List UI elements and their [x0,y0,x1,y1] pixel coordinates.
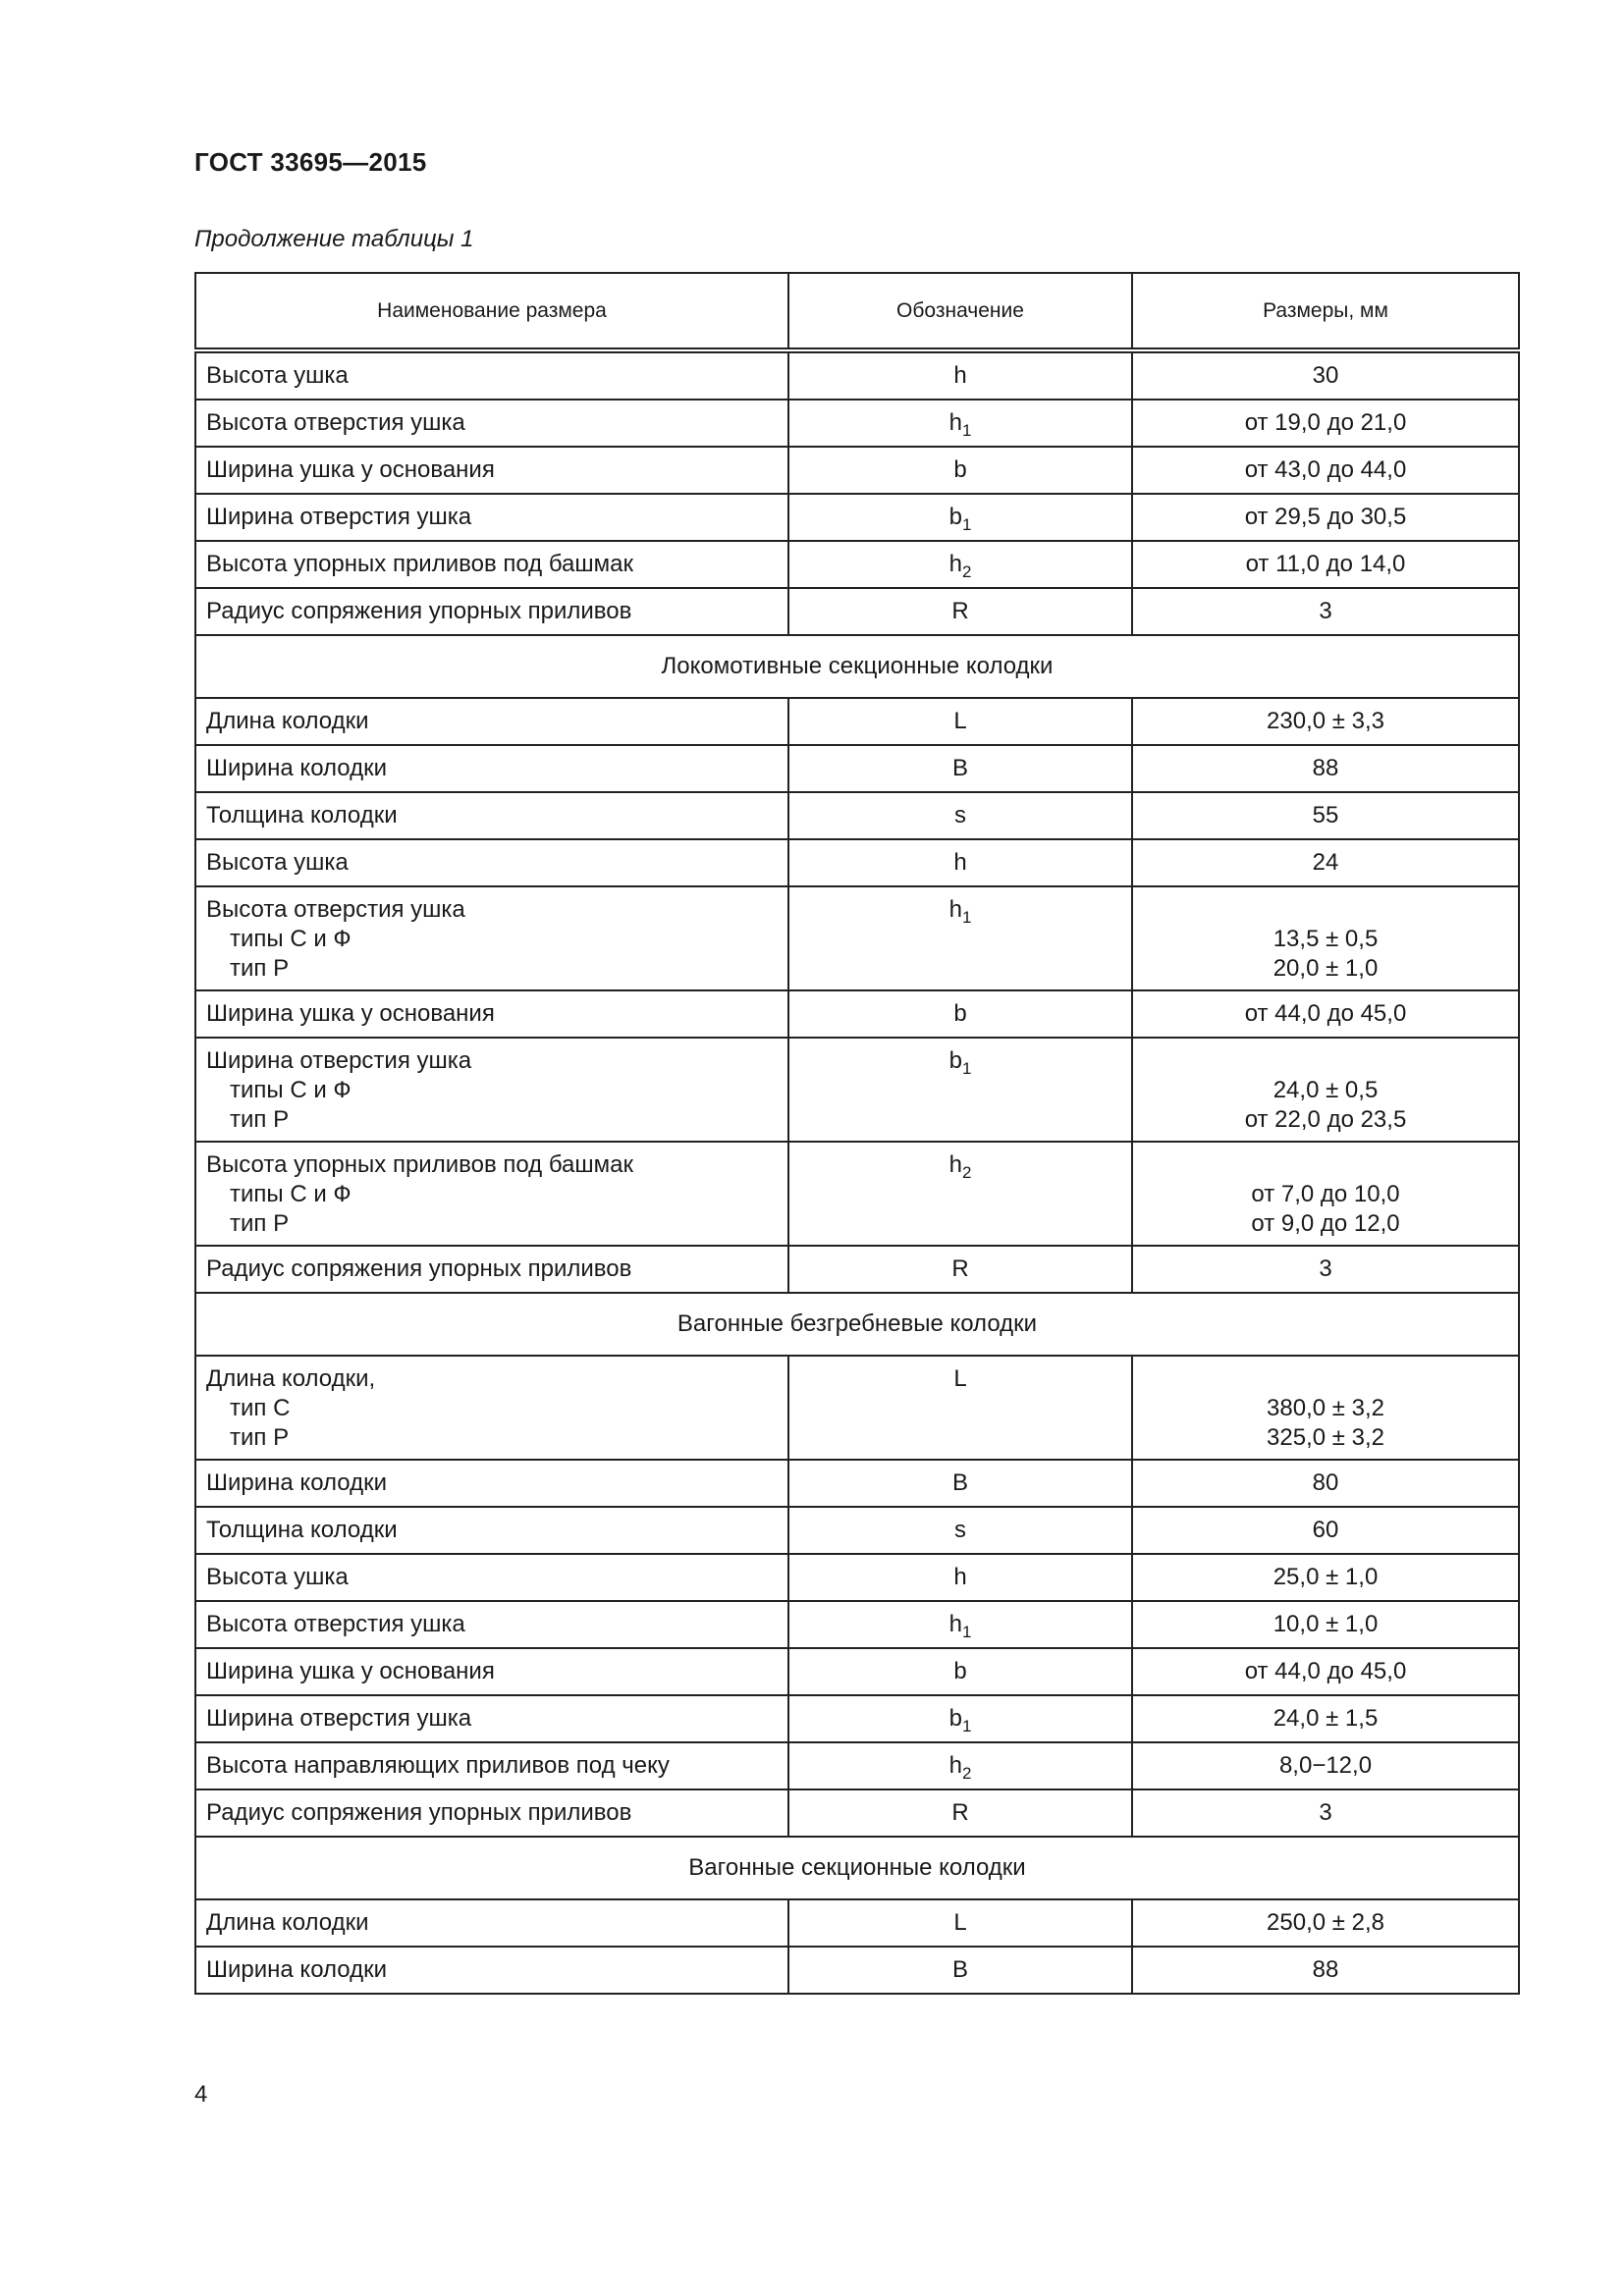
size-value: 25,0 ± 1,0 [1272,1564,1379,1590]
size-value-cell [1132,792,1519,839]
symbol-cell [788,745,1132,792]
table-row [195,400,1519,447]
column-header-symbol: Обозначение [788,273,1132,350]
symbol-cell [788,792,1132,839]
symbol: h [953,362,967,389]
dimension-variant: типы С и Ф [230,1181,352,1207]
symbol-subscript: 2 [961,562,972,581]
size-value-cell [1132,1601,1519,1648]
symbol: s [954,802,966,828]
dimension-name-cell [195,886,788,990]
table-row [195,1648,1519,1695]
size-value: от 44,0 до 45,0 [1244,1658,1407,1684]
symbol-subscript: 1 [961,1059,972,1078]
size-value-cell [1132,1899,1519,1947]
dimension-name: Длина колодки [206,1909,369,1936]
symbol-cell [788,447,1132,494]
size-value: 24,0 ± 0,5 [1272,1077,1379,1103]
symbol: h [948,551,962,577]
dimension-name: Ширина колодки [206,1469,388,1496]
size-value: 88 [1312,1956,1339,1983]
symbol-subscript: 1 [961,908,972,927]
symbol-cell [788,1789,1132,1837]
dimension-name: Ширина отверстия ушка [206,504,472,530]
dimension-name-cell [195,698,788,745]
section-header-row [195,635,1519,698]
table-row [195,1356,1519,1460]
size-value-cell [1132,494,1519,541]
dimension-name-cell [195,1142,788,1246]
dimension-name: Ширина колодки [206,755,388,781]
table-row [195,792,1519,839]
section-title: Локомотивные секционные колодки [195,635,1519,698]
section-title: Вагонные безгребневые колодки [195,1293,1519,1356]
symbol-subscript: 1 [961,1623,972,1641]
dimension-name: Высота направляющих приливов под чеку [206,1752,670,1779]
size-value: 325,0 ± 3,2 [1267,1424,1384,1451]
dimension-name: Толщина колодки [206,1517,398,1543]
dimension-variant: типы С и Ф [230,1077,352,1103]
dimension-name-cell [195,1742,788,1789]
size-value: 20,0 ± 1,0 [1272,955,1379,982]
symbol-cell [788,1947,1132,1994]
column-header-name: Наименование размера [195,273,788,350]
table-row [195,990,1519,1038]
size-value: 24,0 ± 1,5 [1272,1705,1379,1732]
symbol: h [948,1752,962,1779]
symbol: R [951,1255,969,1282]
dimension-name-cell [195,400,788,447]
dimension-name: Высота ушка [206,1564,349,1590]
dimension-name: Ширина колодки [206,1956,388,1983]
dimension-name: Длина колодки [206,708,369,734]
table-row [195,588,1519,635]
size-value-cell [1132,588,1519,635]
symbol-subscript: 1 [961,515,972,534]
dimension-name: Ширина отверстия ушка [206,1705,472,1732]
table-row [195,1038,1519,1142]
symbol-subscript: 1 [961,421,972,440]
size-value-cell [1132,1246,1519,1293]
symbol: B [951,1956,968,1983]
dimension-name: Ширина ушка у основания [206,1658,495,1684]
table-row [195,886,1519,990]
size-value-cell [1132,1038,1519,1142]
size-value: 10,0 ± 1,0 [1272,1611,1379,1637]
dimension-variant: типы С и Ф [230,926,352,952]
symbol: L [953,708,967,734]
dimension-name-cell [195,350,788,400]
table-row [195,839,1519,886]
symbol: h [948,896,962,923]
dimension-name-cell [195,792,788,839]
column-header-size: Размеры, мм [1132,273,1519,350]
symbol: h [953,1564,967,1590]
dimension-name: Ширина ушка у основания [206,1000,495,1027]
dimension-name-cell [195,494,788,541]
size-value: от 9,0 до 12,0 [1251,1210,1400,1237]
dimension-variant: тип Р [230,1106,290,1133]
size-value: 60 [1312,1517,1339,1543]
size-value: 8,0−12,0 [1278,1752,1373,1779]
symbol-subscript: 1 [961,1717,972,1735]
symbol-cell [788,698,1132,745]
size-value-cell [1132,1142,1519,1246]
size-value: от 22,0 до 23,5 [1244,1106,1407,1133]
section-title: Вагонные секционные колодки [195,1837,1519,1899]
symbol: b [948,504,962,530]
size-value-cell [1132,1356,1519,1460]
dimension-name-cell [195,1695,788,1742]
table-row [195,1947,1519,1994]
dimension-name: Высота отверстия ушка [206,1611,465,1637]
symbol: b [948,1705,962,1732]
symbol-subscript: 2 [961,1163,972,1182]
symbol-cell [788,1742,1132,1789]
symbol-subscript: 2 [961,1764,972,1783]
size-value: 230,0 ± 3,3 [1267,708,1384,734]
symbol: b [948,1047,962,1074]
table-row [195,1742,1519,1789]
symbol: h [953,849,967,876]
dimension-name-cell [195,1356,788,1460]
size-value: 30 [1312,362,1339,389]
symbol: B [951,1469,968,1496]
size-value: 3 [1319,1255,1332,1282]
size-value-cell [1132,1507,1519,1554]
table-row [195,1789,1519,1837]
table-row [195,541,1519,588]
size-value: 80 [1312,1469,1339,1496]
symbol: s [954,1517,966,1543]
symbol-cell [788,588,1132,635]
symbol-cell [788,350,1132,400]
dimension-name: Высота ушка [206,849,349,876]
table-row [195,350,1519,400]
size-value: 24 [1312,849,1339,876]
dimension-name: Высота упорных приливов под башмак [206,1151,633,1178]
size-value: 380,0 ± 3,2 [1267,1395,1384,1421]
dimension-name-cell [195,839,788,886]
size-value-cell [1132,990,1519,1038]
symbol: R [951,1799,969,1826]
dimension-name-cell [195,1246,788,1293]
symbol: h [948,1611,962,1637]
dimension-name: Высота упорных приливов под башмак [206,551,633,577]
symbol: R [951,598,969,624]
size-value: от 44,0 до 45,0 [1244,1000,1407,1027]
dimension-name: Ширина ушка у основания [206,456,495,483]
symbol: b [953,1658,967,1684]
symbol-cell [788,1460,1132,1507]
table-row [195,1460,1519,1507]
symbol-cell [788,839,1132,886]
size-value-cell [1132,1742,1519,1789]
size-value: 55 [1312,802,1339,828]
table-row [195,1601,1519,1648]
size-value-cell [1132,839,1519,886]
dimension-name-cell [195,588,788,635]
dimension-name: Высота отверстия ушка [206,409,465,436]
size-value: 3 [1319,1799,1332,1826]
size-value: 13,5 ± 0,5 [1272,926,1379,952]
table-row [195,447,1519,494]
dimension-name-cell [195,1899,788,1947]
size-value-cell [1132,1695,1519,1742]
symbol-cell [788,886,1132,990]
dimension-name: Толщина колодки [206,802,398,828]
dimension-name: Радиус сопряжения упорных приливов [206,598,632,624]
table-row [195,1507,1519,1554]
symbol: h [948,409,962,436]
size-value-cell [1132,350,1519,400]
symbol-cell [788,1246,1132,1293]
dimensions-table [194,272,1520,1995]
dimension-name-cell [195,1789,788,1837]
table-row [195,1554,1519,1601]
dimension-name: Длина колодки, [206,1365,376,1392]
table-header [195,273,1519,350]
table-row [195,1695,1519,1742]
size-value: от 11,0 до 14,0 [1245,551,1406,577]
table-row [195,698,1519,745]
dimension-name: Радиус сопряжения упорных приливов [206,1255,632,1282]
size-value-cell [1132,1789,1519,1837]
document-id: ГОСТ 33695—2015 [194,147,427,177]
section-header-row [195,1837,1519,1899]
dimension-name-cell [195,1601,788,1648]
dimension-name-cell [195,447,788,494]
symbol-cell [788,1648,1132,1695]
table-row [195,1142,1519,1246]
dimension-name: Ширина отверстия ушка [206,1047,472,1074]
dimension-variant: тип Р [230,1424,290,1451]
dimension-variant: тип С [230,1395,291,1421]
table-row [195,494,1519,541]
symbol-cell [788,1554,1132,1601]
page-number: 4 [194,2081,208,2108]
dimension-name-cell [195,1038,788,1142]
table-caption: Продолжение таблицы 1 [194,226,474,252]
dimension-name: Высота ушка [206,362,349,389]
size-value-cell [1132,745,1519,792]
dimension-name-cell [195,1507,788,1554]
symbol: b [953,456,967,483]
dimension-name: Высота отверстия ушка [206,896,465,923]
size-value-cell [1132,400,1519,447]
symbol: h [948,1151,962,1178]
dimension-variant: тип Р [230,1210,290,1237]
dimension-name-cell [195,745,788,792]
symbol-cell [788,990,1132,1038]
size-value: от 7,0 до 10,0 [1251,1181,1400,1207]
dimension-name-cell [195,1648,788,1695]
size-value-cell [1132,1648,1519,1695]
symbol-cell [788,1601,1132,1648]
dimension-name-cell [195,1460,788,1507]
symbol-cell [788,1356,1132,1460]
size-value: 3 [1319,598,1332,624]
size-value: от 43,0 до 44,0 [1244,456,1407,483]
symbol-cell [788,1038,1132,1142]
dimension-name: Радиус сопряжения упорных приливов [206,1799,632,1826]
dimension-name-cell [195,541,788,588]
symbol-cell [788,1899,1132,1947]
size-value-cell [1132,1947,1519,1994]
dimension-variant: тип Р [230,955,290,982]
table-row [195,1246,1519,1293]
size-value: 250,0 ± 2,8 [1267,1909,1384,1936]
dimension-name-cell [195,1947,788,1994]
size-value-cell [1132,541,1519,588]
size-value: 88 [1312,755,1339,781]
dimension-name-cell [195,1554,788,1601]
size-value-cell [1132,447,1519,494]
symbol-cell [788,494,1132,541]
table-row [195,745,1519,792]
symbol-cell [788,1507,1132,1554]
size-value: от 19,0 до 21,0 [1244,409,1407,436]
symbol: L [953,1909,967,1936]
dimension-name-cell [195,990,788,1038]
size-value-cell [1132,1554,1519,1601]
symbol-cell [788,1695,1132,1742]
symbol: L [953,1365,967,1392]
table-row [195,1899,1519,1947]
size-value-cell [1132,1460,1519,1507]
size-value-cell [1132,698,1519,745]
symbol: B [951,755,968,781]
section-header-row [195,1293,1519,1356]
symbol-cell [788,541,1132,588]
table-body [195,350,1519,1994]
size-value-cell [1132,886,1519,990]
size-value: от 29,5 до 30,5 [1244,504,1407,530]
symbol-cell [788,1142,1132,1246]
symbol: b [953,1000,967,1027]
symbol-cell [788,400,1132,447]
